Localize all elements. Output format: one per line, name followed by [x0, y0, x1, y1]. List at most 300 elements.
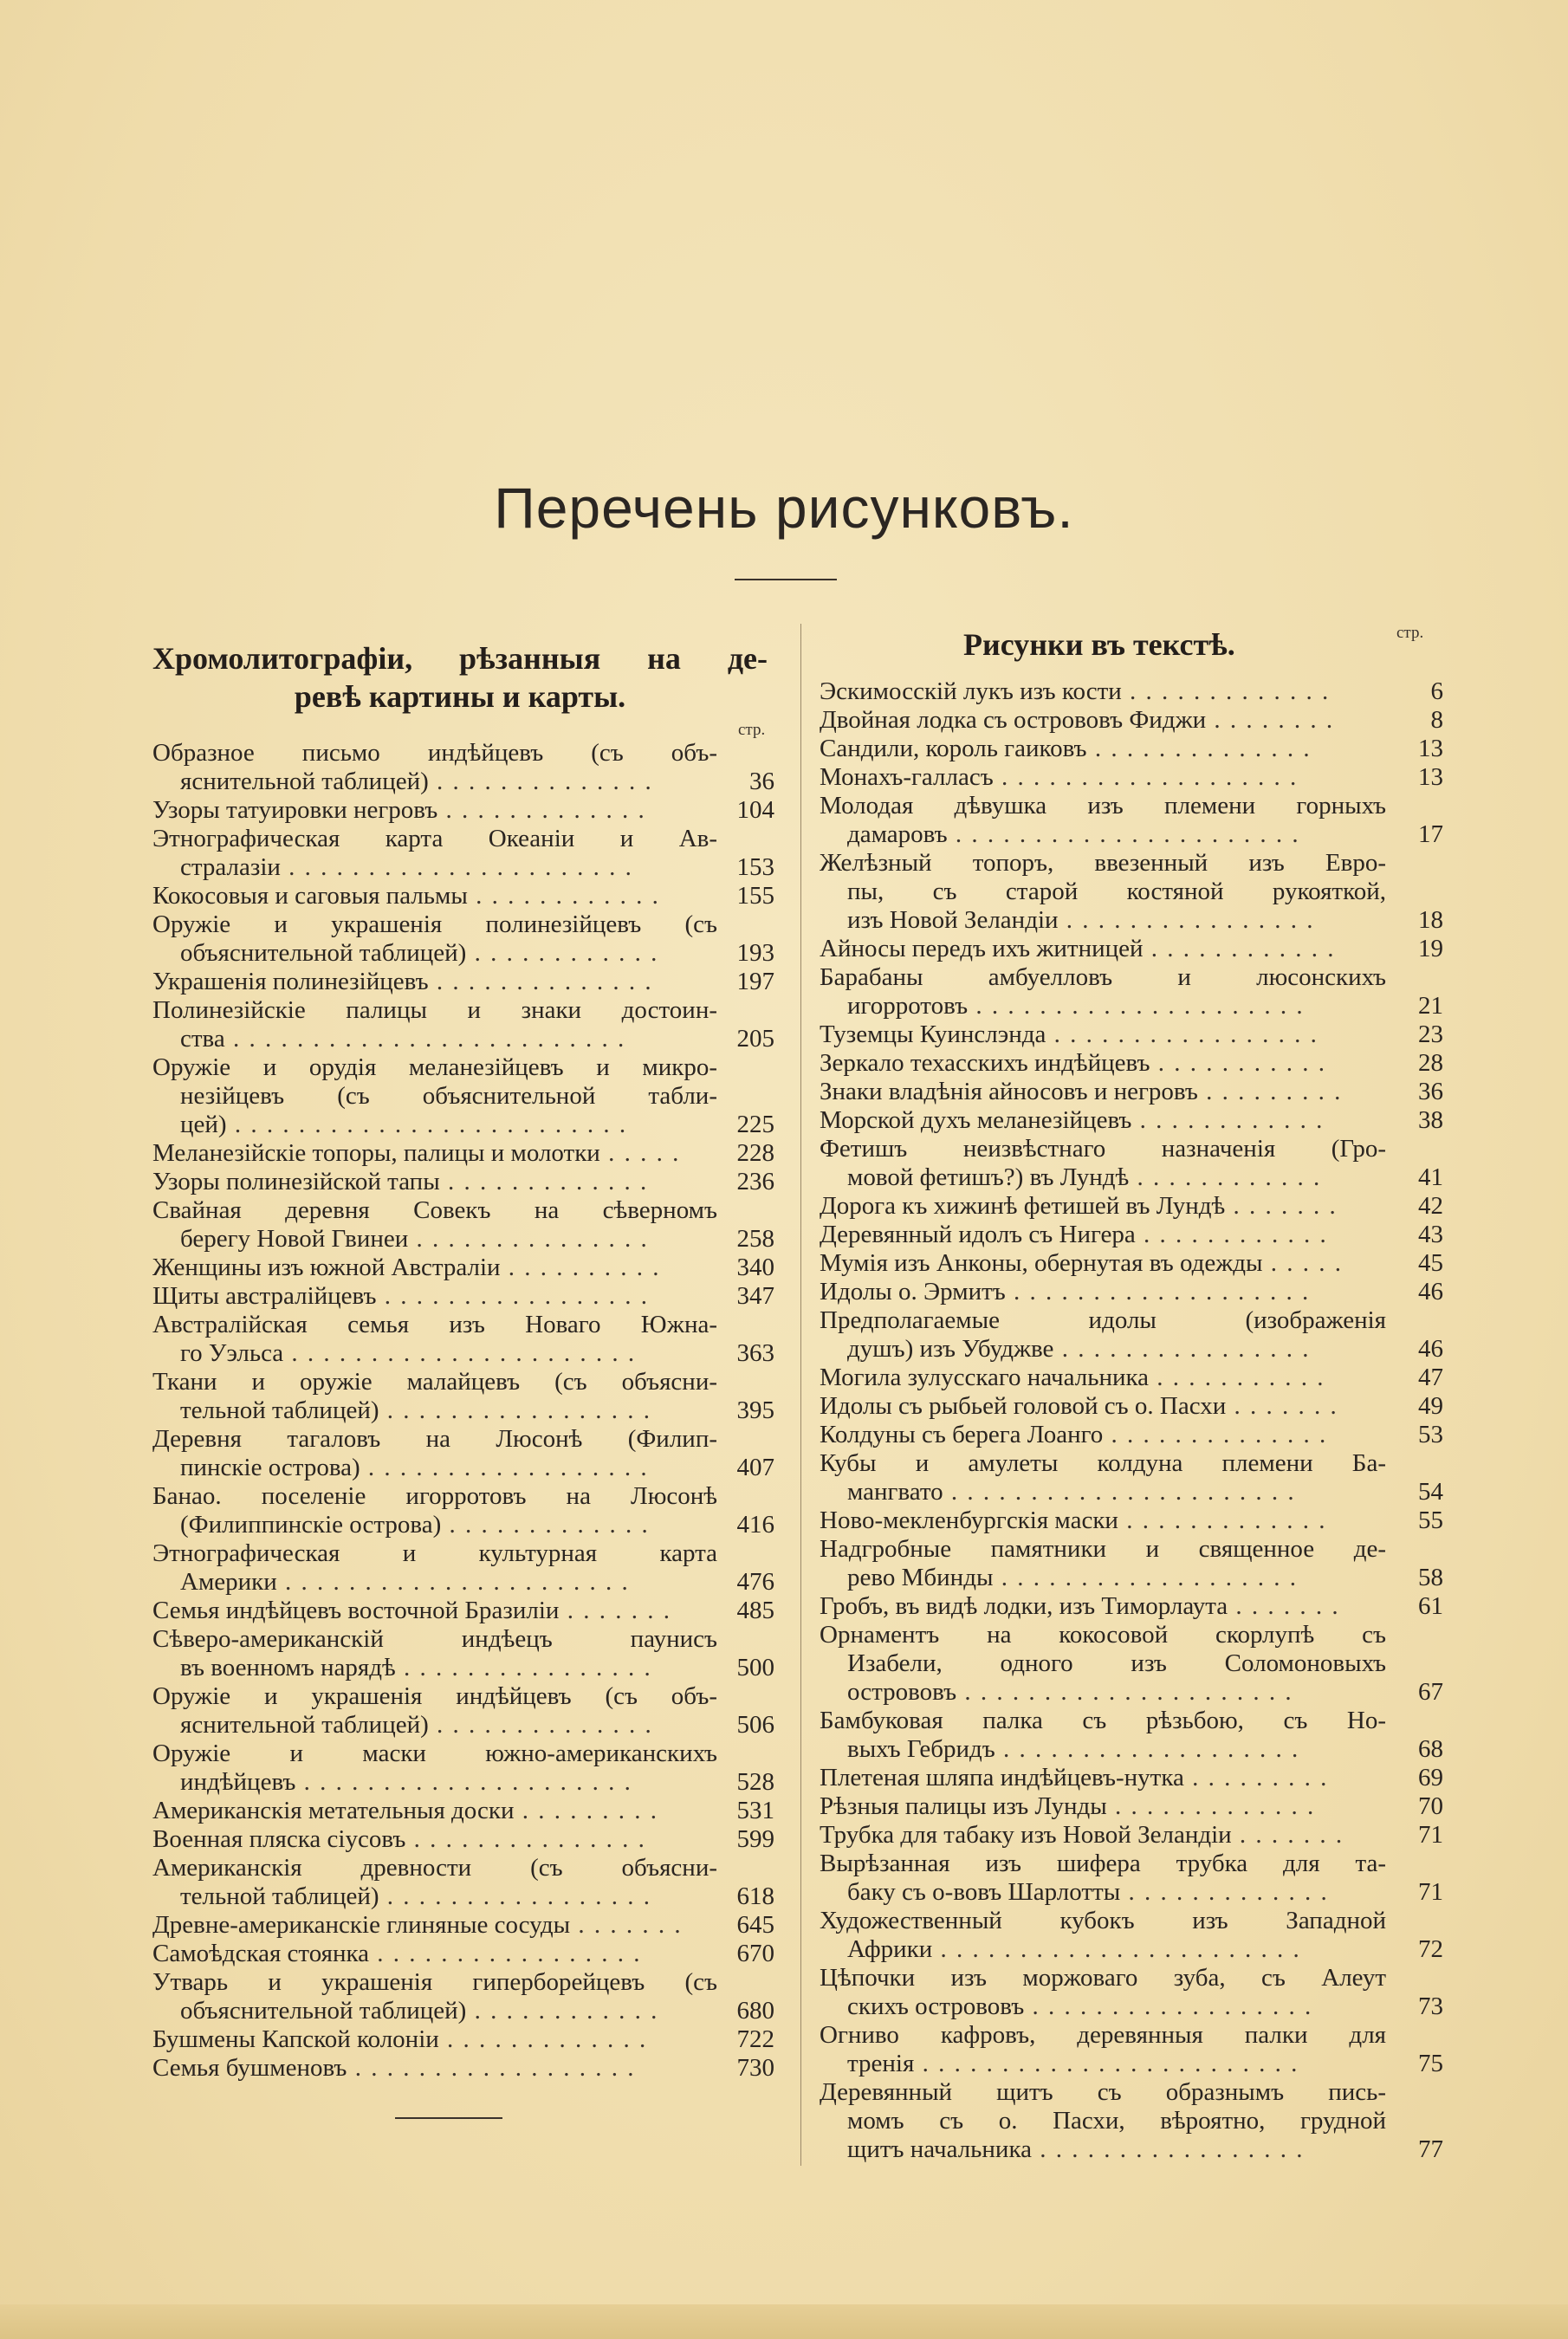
entry-text-line: Зеркало техасскихъ индѣйцевъ . . . . . . . . . . . [820, 1049, 1326, 1077]
dot-leader: . . . . . . . . . . . . . . . . . . . . . . . . [914, 2050, 1299, 2077]
entry-page-number: 49 [1418, 1392, 1443, 1420]
entry-page-number: 506 [736, 1711, 774, 1739]
list-item [152, 796, 774, 825]
entry-text-line: дамаровъ . . . . . . . . . . . . . . . . . . . . . . [847, 820, 1300, 848]
entry-text-line: Женщины изъ южной Австраліи . . . . . . . . . . [152, 1254, 661, 1281]
entry-text-line: Туземцы Куинслэнда . . . . . . . . . . . . . . . . . [820, 1020, 1319, 1048]
entry-text-line: Желѣзный топоръ, ввезенный изъ Евро- [820, 849, 1386, 877]
entry-text-line: Ново-мекленбургскія маски . . . . . . . . . . . . . [820, 1506, 1327, 1534]
entry-page-number: 73 [1418, 1992, 1443, 2020]
entry-text-line: Цѣпочки изъ моржоваго зуба, съ Алеут [820, 1964, 1386, 1992]
entry-text-line: ства . . . . . . . . . . . . . . . . . . . . . . . . . [180, 1025, 626, 1053]
entry-page-number: 13 [1418, 763, 1443, 791]
entry-text-line: скихъ острововъ . . . . . . . . . . . . . . . . . . [847, 1992, 1313, 2020]
dot-leader: . . . . . . . . . . . [1149, 1364, 1325, 1391]
dot-leader: . . . . . . . . . . . . . . . . . [1031, 2135, 1305, 2163]
entry-text-line: Оружіе и украшенія индѣйцевъ (съ объ- [152, 1682, 717, 1710]
entry-text-line: Знаки владѣнія айносовъ и негровъ . . . . . . . . . [820, 1078, 1343, 1105]
entry-page-number: 407 [736, 1454, 774, 1481]
entry-page-number: 340 [736, 1254, 774, 1281]
list-item [152, 1311, 774, 1368]
entry-text-line: незійцевъ (съ объяснительной табли- [180, 1082, 717, 1110]
entry-text-line: мангвато . . . . . . . . . . . . . . . . . . . . . . [847, 1478, 1296, 1506]
entry-text-line: яснительной таблицей) . . . . . . . . . . . . . . [180, 768, 653, 795]
entry-text-line: Вырѣзанная изъ шифера трубка для та- [820, 1850, 1386, 1877]
entry-page-number: 236 [736, 1168, 774, 1195]
dot-leader: . . . . . . . . . . . [1150, 1049, 1326, 1077]
entry-text-line: Африки . . . . . . . . . . . . . . . . . . . . . . . [847, 1935, 1301, 1963]
entry-text-line: Эскимосскій лукъ изъ кости . . . . . . . . . . . . . [820, 677, 1331, 705]
list-item [152, 1597, 774, 1625]
list-item [820, 1421, 1443, 1449]
list-item [820, 706, 1443, 735]
right-column-heading: Рисунки въ текстѣ. [963, 627, 1235, 662]
entry-text-line: тельной таблицей) . . . . . . . . . . . . . . . . . [180, 1882, 652, 1910]
entry-text-line: Этнографическая и культурная карта [152, 1539, 717, 1567]
list-item [820, 1621, 1443, 1707]
page-edge [0, 2304, 1568, 2339]
entry-text-line: Оружіе и маски южно-американскихъ [152, 1740, 717, 1767]
entry-text-line: Бамбуковая палка съ рѣзьбою, съ Но- [820, 1707, 1386, 1734]
entry-text-line: Щиты австралійцевъ . . . . . . . . . . . . . . . . . [152, 1282, 650, 1310]
entry-text-line: пы, съ старой костяной рукояткой, [847, 878, 1386, 905]
entry-text-line: щитъ начальника . . . . . . . . . . . . . . . . . [847, 2135, 1305, 2163]
dot-leader: . . . . . . . . . . . . . . [1103, 1421, 1328, 1448]
entry-text-line: Айносы передъ ихъ житницей . . . . . . . . . . . . [820, 935, 1336, 962]
dot-leader: . . . . . . . . . . . . [467, 882, 660, 910]
dot-leader: . . . . . . . . . . . . . . . [405, 1825, 646, 1853]
entry-text-line: Молодая дѣвушка изъ племени горныхъ [820, 792, 1386, 820]
entry-text-line: мовой фетишъ?) въ Лундѣ . . . . . . . . . . . . [847, 1163, 1322, 1191]
entry-text-line: объяснительной таблицей) . . . . . . . . . . . . [180, 1997, 659, 2025]
entry-text-line: баку съ о-вовъ Шарлотты . . . . . . . . . . . . . [847, 1878, 1329, 1906]
entry-page-number: 45 [1418, 1249, 1443, 1277]
list-item [152, 1740, 774, 1797]
dot-leader: . . . . . . . . . . . . . . . . [1058, 906, 1315, 934]
dot-leader: . . . . . . . [1231, 1821, 1344, 1849]
entry-text-line: Украшенія полинезійцевъ . . . . . . . . . . . . . . [152, 968, 653, 995]
entry-text-line: (Филиппинскіе острова) . . . . . . . . . . . . . [180, 1511, 650, 1539]
dot-leader: . . . . . . . . . . . . [1131, 1106, 1325, 1134]
left-page-label: стр. [738, 721, 766, 739]
list-item [152, 739, 774, 796]
list-item [820, 1850, 1443, 1907]
entry-text-line: Рѣзныя палицы изъ Лунды . . . . . . . . . . . . . [820, 1792, 1316, 1820]
list-item [152, 1940, 774, 1968]
dot-leader: . . . . . . . . . . . . . . . . . [1046, 1020, 1319, 1048]
dot-leader: . . . . . . . . . . . . . . . . . . . . . . . [932, 1935, 1301, 1963]
entry-text-line: душъ) изъ Убуджве . . . . . . . . . . . . . . . . [847, 1335, 1311, 1363]
entry-page-number: 38 [1418, 1106, 1443, 1134]
entry-page-number: 54 [1418, 1478, 1443, 1506]
dot-leader: . . . . . . . . . . . . . . . . . [379, 1396, 652, 1424]
entry-text-line: Деревня тагаловъ на Люсонѣ (Филип- [152, 1425, 717, 1453]
entry-text-line: Плетеная шляпа индѣйцевъ-нутка . . . . . . . . . [820, 1764, 1329, 1792]
entry-page-number: 47 [1418, 1364, 1443, 1391]
entry-text-line: Австралійская семья изъ Новаго Южна- [152, 1311, 717, 1338]
dot-leader: . . . . . . . . . [514, 1797, 658, 1824]
list-item [820, 1135, 1443, 1192]
list-item [820, 1964, 1443, 2021]
dot-leader: . . . . . . . [1226, 1392, 1338, 1420]
dot-leader: . . . . . . . . . . . . . . . . . . . . . [295, 1768, 632, 1796]
list-item [820, 1364, 1443, 1392]
list-item [152, 1482, 774, 1539]
entry-text-line: Бушмены Капской колоніи . . . . . . . . . . . . . [152, 2025, 648, 2053]
list-item [152, 1911, 774, 1940]
dot-leader: . . . . . . . [559, 1597, 671, 1624]
entry-page-number: 193 [736, 939, 774, 967]
dot-leader: . . . . . . . . . . . . . . . . . . . [1005, 1278, 1311, 1306]
entry-page-number: 68 [1418, 1735, 1443, 1763]
list-item [820, 1192, 1443, 1221]
entry-page-number: 69 [1418, 1764, 1443, 1792]
entry-text-line: Семья индѣйцевъ восточной Бразиліи . . . . . . . [152, 1597, 671, 1624]
dot-leader: . . . . . . . . . . . . . . . . . . . . . . [283, 1339, 637, 1367]
entry-page-number: 680 [736, 1997, 774, 2025]
entry-page-number: 75 [1418, 2050, 1443, 2077]
dot-leader: . . . . . . . . . . . . . . . [408, 1225, 649, 1253]
list-item [152, 1797, 774, 1825]
entry-text-line: Идолы о. Эрмитъ . . . . . . . . . . . . . . . . . . . [820, 1278, 1311, 1306]
entry-text-line: Художественный кубокъ изъ Западной [820, 1907, 1386, 1934]
entry-text-line: Огниво кафровъ, деревянныя палки для [820, 2021, 1386, 2049]
list-item [820, 1249, 1443, 1278]
entry-text-line: Оружіе и украшенія полинезійцевъ (съ [152, 910, 717, 938]
entry-page-number: 228 [736, 1139, 774, 1167]
list-item [820, 963, 1443, 1020]
dot-leader: . . . . . . . . . [1183, 1764, 1329, 1792]
entry-page-number: 531 [736, 1797, 774, 1824]
dot-leader: . . . . . . . . . . . . . . [428, 768, 653, 795]
entry-text-line: Надгробные памятники и священное де- [820, 1535, 1386, 1563]
list-item [152, 968, 774, 996]
dot-leader: . . . . . . . . . . . . . . . . . [376, 1282, 650, 1310]
entry-text-line: Этнографическая карта Океаніи и Ав- [152, 825, 717, 852]
list-item [820, 1306, 1443, 1364]
dot-leader: . . . . . . . . . . . . [1129, 1163, 1322, 1191]
entry-page-number: 19 [1418, 935, 1443, 962]
entry-page-number: 72 [1418, 1935, 1443, 1963]
entry-page-number: 46 [1418, 1335, 1443, 1363]
entry-page-number: 6 [1430, 677, 1443, 705]
entry-page-number: 41 [1418, 1163, 1443, 1191]
entry-page-number: 363 [736, 1339, 774, 1367]
entry-text-line: го Уэльса . . . . . . . . . . . . . . . . . . . . . . [180, 1339, 637, 1367]
dot-leader: . . . . . [1262, 1249, 1344, 1277]
entry-text-line: Полинезійскіе палицы и знаки достоин- [152, 996, 717, 1024]
list-item [152, 825, 774, 882]
entry-text-line: Колдуны съ берега Лоанго . . . . . . . . . . . . . . [820, 1421, 1328, 1448]
entry-text-line: Предполагаемые идолы (изображенія [820, 1306, 1386, 1334]
entry-text-line: пинскіе острова) . . . . . . . . . . . . . . . . . . [180, 1454, 649, 1481]
dot-leader: . . . . . . . . [1206, 706, 1335, 734]
list-item [152, 910, 774, 968]
entry-page-number: 205 [736, 1025, 774, 1053]
list-item [152, 1139, 774, 1168]
list-item [820, 1449, 1443, 1506]
dot-leader: . . . . . . . . . . . . . . . . . . . . . . . . . [226, 1111, 628, 1138]
entry-text-line: Утварь и украшенія гиперборейцевъ (съ [152, 1968, 717, 1996]
entry-text-line: Барабаны амбуелловъ и люсонскихъ [820, 963, 1386, 991]
dot-leader: . . . . . . . . . . . . [466, 1997, 659, 2025]
list-item [820, 1707, 1443, 1764]
entry-text-line: Изабели, одного изъ Соломоновыхъ [847, 1649, 1386, 1677]
entry-page-number: 730 [736, 2054, 774, 2082]
list-item [152, 1539, 774, 1597]
dot-leader: . . . . . . . . . . . . . . . . . . . . . . [947, 820, 1300, 848]
list-item [820, 792, 1443, 849]
dot-leader: . . . . . . . . . . . . . [439, 1168, 649, 1195]
entry-text-line: Американскія древности (съ объясни- [152, 1854, 717, 1882]
list-item [820, 735, 1443, 763]
entry-page-number: 155 [736, 882, 774, 910]
entry-page-number: 58 [1418, 1564, 1443, 1591]
entry-page-number: 21 [1418, 992, 1443, 1020]
entry-text-line: острововъ . . . . . . . . . . . . . . . . . . . . . [847, 1678, 1293, 1706]
page-title: Перечень рисунковъ. [494, 476, 1074, 540]
list-item [820, 2078, 1443, 2164]
entry-page-number: 153 [736, 853, 774, 881]
entry-text-line: тельной таблицей) . . . . . . . . . . . . . . . . . [180, 1396, 652, 1424]
entry-page-number: 104 [736, 796, 774, 824]
list-item [152, 2054, 774, 2083]
entry-page-number: 18 [1418, 906, 1443, 934]
entry-text-line: стралазіи . . . . . . . . . . . . . . . . . . . . . . [180, 853, 633, 881]
column-divider [800, 624, 801, 2166]
list-item [152, 2025, 774, 2054]
end-rule [395, 2117, 502, 2119]
list-item [152, 1854, 774, 1911]
left-column-heading [152, 639, 768, 716]
entry-text-line: Самоѣдская стоянка . . . . . . . . . . . . . . . . . [152, 1940, 642, 1967]
list-item [820, 1221, 1443, 1249]
entry-page-number: 225 [736, 1111, 774, 1138]
entry-text-line: берегу Новой Гвинеи . . . . . . . . . . . . . . . [180, 1225, 649, 1253]
left-heading-line-1: Хромолитографіи, рѣзанныя на де- [152, 641, 768, 676]
entry-text-line: Деревянный щитъ съ образнымъ пись- [820, 2078, 1386, 2106]
entry-page-number: 42 [1418, 1192, 1443, 1220]
list-item [152, 1425, 774, 1482]
entry-page-number: 17 [1418, 820, 1443, 848]
entry-text-line: Узоры полинезійской тапы . . . . . . . . . . . . . [152, 1168, 649, 1195]
dot-leader: . . . . . . . [1228, 1592, 1340, 1620]
dot-leader: . . . . . . . . . . . . . . . . . [379, 1882, 652, 1910]
entry-text-line: Сандили, король гаиковъ . . . . . . . . . . . . . . [820, 735, 1312, 762]
entry-text-line: рево Мбинды . . . . . . . . . . . . . . . . . . . [847, 1564, 1298, 1591]
dot-leader: . . . . . . . . . . . . . . . . . . [360, 1454, 649, 1481]
entry-text-line: Деревянный идолъ съ Нигера . . . . . . . . . . . . [820, 1221, 1328, 1248]
entry-text-line: тренія . . . . . . . . . . . . . . . . . . . . . . . . [847, 2050, 1299, 2077]
entry-text-line: Монахъ-галласъ . . . . . . . . . . . . . . . . . . . [820, 763, 1299, 791]
entry-page-number: 197 [736, 968, 774, 995]
list-item [152, 1968, 774, 2025]
dot-leader: . . . . . . . . . . . . [466, 939, 659, 967]
entry-page-number: 36 [749, 768, 774, 795]
entry-text-line: Америки . . . . . . . . . . . . . . . . . . . . . . [180, 1568, 630, 1596]
entry-page-number: 645 [736, 1911, 774, 1939]
title-rule [735, 579, 837, 580]
dot-leader: . . . . . . . . . . . . [1143, 935, 1336, 962]
entry-text-line: Дорога къ хижинѣ фетишей въ Лундѣ . . . . . . . [820, 1192, 1338, 1220]
entry-text-line: Американскія метательныя доски . . . . . . . . . [152, 1797, 658, 1824]
dot-leader: . . . . . . . . . . . . . . . . . . . [993, 1564, 1298, 1591]
list-item [820, 2021, 1443, 2078]
entry-page-number: 77 [1418, 2135, 1443, 2163]
entry-text-line: Меланезійскіе топоры, палицы и молотки . . . . . [152, 1139, 681, 1167]
list-item [152, 1625, 774, 1682]
entry-page-number: 55 [1418, 1506, 1443, 1534]
list-item [820, 1278, 1443, 1306]
dot-leader: . . . . . . . . . . . . . . [428, 968, 653, 995]
right-entry-list [820, 677, 1443, 2164]
dot-leader: . . . . . . . . . . . . . . . . . . . . . . [276, 1568, 630, 1596]
dot-leader: . . . . . . . . . . . . . . . . . . . . . . . . . [224, 1025, 626, 1053]
entry-page-number: 43 [1418, 1221, 1443, 1248]
list-item [820, 849, 1443, 935]
dot-leader: . . . . . . . . . . [500, 1254, 661, 1281]
list-item [820, 1764, 1443, 1792]
entry-page-number: 61 [1418, 1592, 1443, 1620]
entry-text-line: Узоры татуировки негровъ . . . . . . . . . . . . . [152, 796, 646, 824]
list-item [152, 1368, 774, 1425]
dot-leader: . . . . . . . . . . . . . . . . . . . [995, 1735, 1300, 1763]
list-item [152, 1196, 774, 1254]
dot-leader: . . . . . . . . . . . . . . [1086, 735, 1312, 762]
entry-page-number: 500 [736, 1654, 774, 1681]
list-item [820, 1907, 1443, 1964]
list-item [820, 677, 1443, 706]
entry-page-number: 28 [1418, 1049, 1443, 1077]
entry-page-number: 485 [736, 1597, 774, 1624]
entry-text-line: Фетишъ неизвѣстнаго назначенія (Гро- [820, 1135, 1386, 1163]
dot-leader: . . . . . [599, 1139, 681, 1167]
entry-text-line: игорротовъ . . . . . . . . . . . . . . . . . . . . . [847, 992, 1305, 1020]
dot-leader: . . . . . . . . . . . . . . . . . . . . . [968, 992, 1305, 1020]
entry-text-line: Банао. поселеніе игорротовъ на Люсонѣ [152, 1482, 717, 1510]
entry-text-line: Образное письмо индѣйцевъ (съ объ- [152, 739, 717, 767]
entry-text-line: Кокосовыя и саговыя пальмы . . . . . . . . . . . . [152, 882, 660, 910]
dot-leader: . . . . . . . . . . . . . [441, 1511, 650, 1539]
list-item [820, 1020, 1443, 1049]
dot-leader: . . . . . . . . . . . . . . . . [395, 1654, 652, 1681]
entry-page-number: 416 [736, 1511, 774, 1539]
right-page-label: стр. [1396, 624, 1424, 642]
dot-leader: . . . . . . . . . . . . . [1120, 1878, 1329, 1906]
dot-leader: . . . . . . . . . . . . . . . . . . [347, 2054, 636, 2082]
entry-text-line: Двойная лодка съ острововъ Фиджи . . . . . . . . [820, 706, 1335, 734]
dot-leader: . . . . . . . . . . . . . . . . . [369, 1940, 642, 1967]
list-item [820, 1792, 1443, 1821]
dot-leader: . . . . . . . . . . . . . [1121, 677, 1331, 705]
dot-leader: . . . . . . . . . . . . . . . . . . . . . . [943, 1478, 1296, 1506]
entry-text-line: Оружіе и орудія меланезійцевъ и микро- [152, 1053, 717, 1081]
list-item [152, 1168, 774, 1196]
dot-leader: . . . . . . . . . . . . . . . . [1053, 1335, 1311, 1363]
entry-page-number: 46 [1418, 1278, 1443, 1306]
list-item [820, 1392, 1443, 1421]
entry-text-line: Могила зулусскаго начальника . . . . . . . . . . . [820, 1364, 1325, 1391]
list-item [820, 1535, 1443, 1592]
entry-text-line: выхъ Гебридъ . . . . . . . . . . . . . . . . . . . [847, 1735, 1300, 1763]
dot-leader: . . . . . . . . . . . . . . . . . . [1024, 1992, 1313, 2020]
entry-text-line: Военная пляска сіусовъ . . . . . . . . . . . . . . . [152, 1825, 646, 1853]
entry-page-number: 722 [736, 2025, 774, 2053]
dot-leader: . . . . . . . . . . . . . [438, 2025, 648, 2053]
entry-text-line: Мумія изъ Анконы, обернутая въ одежды . . . . . [820, 1249, 1344, 1277]
entry-page-number: 67 [1418, 1678, 1443, 1706]
entry-text-line: Гробъ, въ видѣ лодки, изъ Тиморлаута . . . . . . . [820, 1592, 1340, 1620]
left-entry-list [152, 739, 774, 2083]
entry-page-number: 670 [736, 1940, 774, 1967]
entry-page-number: 258 [736, 1225, 774, 1253]
list-item [820, 1078, 1443, 1106]
entry-text-line: Орнаментъ на кокосовой скорлупѣ съ [820, 1621, 1386, 1649]
dot-leader: . . . . . . . . . . . . . [1106, 1792, 1316, 1820]
entry-text-line: изъ Новой Зеландіи . . . . . . . . . . . . . . . . [847, 906, 1315, 934]
entry-page-number: 71 [1418, 1878, 1443, 1906]
list-item [820, 1506, 1443, 1535]
entry-page-number: 8 [1430, 706, 1443, 734]
entry-page-number: 347 [736, 1282, 774, 1310]
entry-text-line: момъ съ о. Пасхи, вѣроятно, грудной [847, 2107, 1386, 2135]
dot-leader: . . . . . . . . . . . . . [1118, 1506, 1327, 1534]
dot-leader: . . . . . . . . . . . . . [437, 796, 646, 824]
dot-leader: . . . . . . . . . . . . . . . . . . . . . . [280, 853, 633, 881]
list-item [152, 1282, 774, 1311]
dot-leader: . . . . . . . . . . . . . . . . . . . . . [956, 1678, 1293, 1706]
entry-text-line: въ военномъ нарядѣ . . . . . . . . . . . . . . . . [180, 1654, 652, 1681]
entry-text-line: Ткани и оружіе малайцевъ (съ объясни- [152, 1368, 717, 1396]
list-item [152, 1254, 774, 1282]
entry-page-number: 53 [1418, 1421, 1443, 1448]
entry-page-number: 395 [736, 1396, 774, 1424]
entry-page-number: 528 [736, 1768, 774, 1796]
left-heading-line-2: ревѣ картины и карты. [294, 679, 626, 714]
entry-page-number: 71 [1418, 1821, 1443, 1849]
entry-text-line: яснительной таблицей) . . . . . . . . . . . . . . [180, 1711, 653, 1739]
entry-text-line: Морской духъ меланезійцевъ . . . . . . . . . . . . [820, 1106, 1325, 1134]
entry-text-line: Кубы и амулеты колдуна племени Ба- [820, 1449, 1386, 1477]
list-item [820, 763, 1443, 792]
list-item [152, 882, 774, 910]
dot-leader: . . . . . . . . . . . . . . [428, 1711, 653, 1739]
entry-page-number: 13 [1418, 735, 1443, 762]
entry-page-number: 618 [736, 1882, 774, 1910]
list-item [152, 1053, 774, 1139]
dot-leader: . . . . . . . . . . . . [1135, 1221, 1328, 1248]
entry-text-line: Свайная деревня Совекъ на сѣверномъ [152, 1196, 717, 1224]
entry-text-line: Трубка для табаку изъ Новой Зеландіи . . . . . . . [820, 1821, 1344, 1849]
entry-text-line: индѣйцевъ . . . . . . . . . . . . . . . . . . . . . [180, 1768, 632, 1796]
entry-text-line: Идолы съ рыбьей головой съ о. Пасхи . . . . . . . [820, 1392, 1338, 1420]
list-item [152, 996, 774, 1053]
entry-page-number: 599 [736, 1825, 774, 1853]
entry-page-number: 23 [1418, 1020, 1443, 1048]
list-item [152, 1682, 774, 1740]
list-item [152, 1825, 774, 1854]
list-item [820, 935, 1443, 963]
dot-leader: . . . . . . . . . . . . . . . . . . . [993, 763, 1299, 791]
entry-text-line: цей) . . . . . . . . . . . . . . . . . . . . . . . . . [180, 1111, 628, 1138]
entry-text-line: Древне-американскіе глиняные сосуды . . . . . . . [152, 1911, 683, 1939]
list-item [820, 1049, 1443, 1078]
dot-leader: . . . . . . . [570, 1911, 683, 1939]
entry-text-line: Семья бушменовъ . . . . . . . . . . . . . . . . . . [152, 2054, 636, 2082]
dot-leader: . . . . . . . . . [1197, 1078, 1343, 1105]
list-item [820, 1592, 1443, 1621]
list-item [820, 1106, 1443, 1135]
